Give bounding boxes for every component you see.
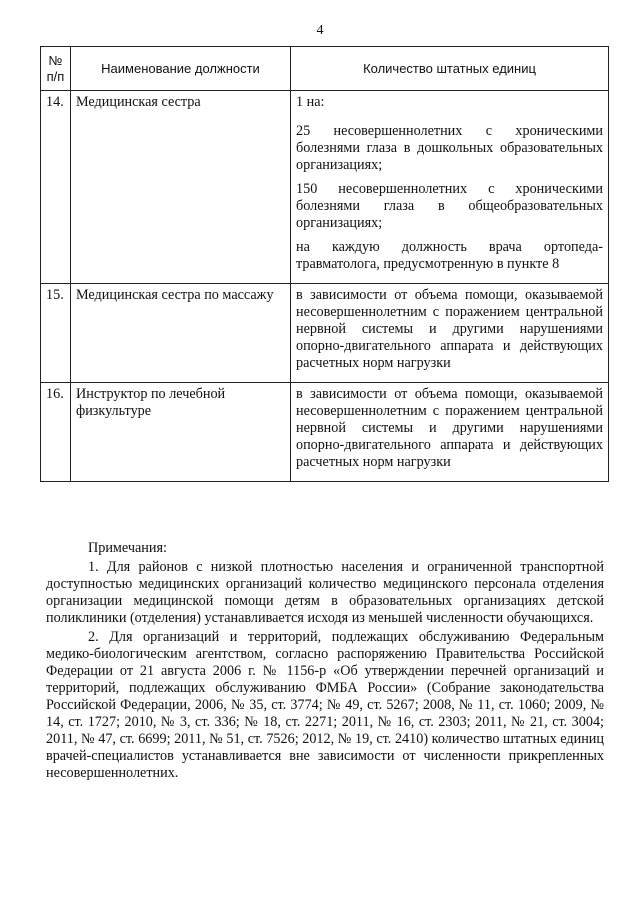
header-staff-count: Количество штатных единиц xyxy=(291,47,609,91)
staff-count-line: 25 несовершеннолетних с хроническими болезнями глаза в дошкольных образовательных организациях; xyxy=(296,123,603,173)
staff-count-cell xyxy=(291,383,609,482)
row-number: 16. xyxy=(41,383,71,482)
header-number-line2: п/п xyxy=(46,68,65,84)
notes-section xyxy=(46,540,604,784)
page-number: 4 xyxy=(316,23,324,38)
notes-title: Примечания: xyxy=(88,540,167,556)
note-item: 1. Для районов с низкой плотностью населения и ограниченной транспортной доступностью медицинских организаций количество медицинского персонала отделения организации медицинской помощи детям в образовательных организациях детской поликлиники (отделения) устанавливается исходя из меньшей численности обучающихся. xyxy=(46,559,604,626)
staff-count-line: 150 несовершеннолетних с хроническими болезнями глаза в общеобразовательных организациях; xyxy=(296,181,603,231)
table-header-row xyxy=(41,47,609,91)
row-number: 14. xyxy=(41,91,71,284)
staff-count-line: в зависимости от объема помощи, оказываемой несовершеннолетним с поражением центральной нервной системы и другими нарушениями опорно-двигательного аппарата и действующих расчетных норм нагрузки xyxy=(296,386,603,470)
header-number-line1: № xyxy=(48,52,63,68)
note-item: 2. Для организаций и территорий, подлежащих обслуживанию Федеральным медико-биологическим агентством, согласно распоряжению Правительства Российской Федерации от 21 августа 2006 г. № 1156-р «Об утверждении перечней организаций и территорий, подлежащих обслуживанию ФМБА России» (Собрание законодательства Российской Федерации, 2006, № 35, ст. 3774; № 49, ст. 5267; 2008, № 11, ст. 1060; 2009, № 14, ст. 1727; 2010, № 3, ст. 336; № 18, ст. 2271; 2011, № 16, ст. 2303; 2011, № 21, ст. 3004; 2011, № 47, ст. 6699; 2011, № 51, ст. 7526; 2012, № 19, ст. 2410) количество штатных единиц врачей-специалистов устанавливается вне зависимости от численности прикрепленных несовершеннолетних. xyxy=(46,629,604,781)
staff-count-cell xyxy=(291,284,609,383)
table-row xyxy=(41,383,609,482)
position-name: Инструктор по лечебной физкультуре xyxy=(71,383,291,482)
staff-count-line: 1 на: xyxy=(296,94,325,110)
header-number xyxy=(41,47,71,91)
staff-count-line: в зависимости от объема помощи, оказываемой несовершеннолетним с поражением центральной нервной системы и другими нарушениями опорно-двигательного аппарата и действующих расчетных норм нагрузки xyxy=(296,287,603,371)
position-name: Медицинская сестра xyxy=(71,91,291,284)
staff-table xyxy=(40,46,609,482)
header-position-name: Наименование должности xyxy=(71,47,291,91)
row-number: 15. xyxy=(41,284,71,383)
staff-count-line: на каждую должность врача ортопеда-травматолога, предусмотренную в пункте 8 xyxy=(296,239,603,272)
staff-count-cell xyxy=(291,91,609,284)
table-row xyxy=(41,284,609,383)
position-name: Медицинская сестра по массажу xyxy=(71,284,291,383)
table-row xyxy=(41,91,609,284)
